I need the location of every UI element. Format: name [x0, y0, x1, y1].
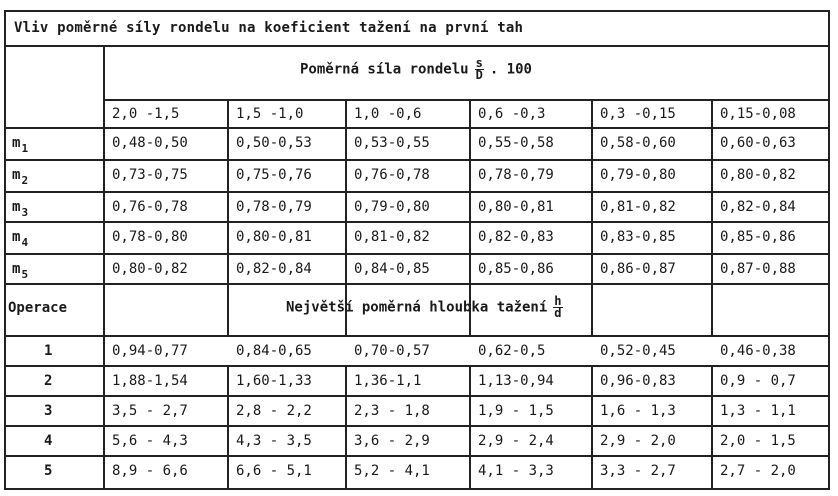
row-label [12, 199, 29, 219]
operation-number: 4 [44, 433, 53, 449]
table-cell: 0,79-0,80 [600, 167, 676, 183]
table-cell: 0,73-0,75 [112, 167, 188, 183]
table-cell: 0,78-0,79 [236, 199, 312, 215]
table-rule [4, 253, 830, 255]
row-label-symbol: m [12, 199, 21, 215]
row-label-symbol: m [12, 229, 21, 245]
fraction-numerator: s [475, 56, 483, 70]
table-rule [711, 366, 713, 490]
table-cell: 1,3 - 1,1 [720, 403, 796, 419]
table-cell: 0,46-0,38 [720, 343, 796, 359]
fraction-denominator: D [475, 68, 483, 82]
table-rule [591, 100, 593, 336]
operation-number: 5 [44, 463, 53, 479]
row-label-symbol: m [12, 261, 21, 277]
table-rule [591, 366, 593, 490]
table-rule [227, 366, 229, 490]
row-label [12, 135, 29, 155]
header-label: Poměrná síla rondelu [300, 61, 469, 78]
row-label-subscript: 5 [21, 268, 29, 281]
row-label-subscript: 3 [21, 206, 29, 219]
table-rule [104, 99, 830, 101]
table-cell: 2,9 - 2,0 [600, 433, 676, 449]
range-header: 0,3 -0,15 [600, 106, 676, 122]
table-cell: 0,78-0,80 [112, 229, 188, 245]
header-multiplier: . 100 [489, 61, 532, 78]
table-cell: 1,36-1,1 [354, 373, 422, 389]
table-cell: 2,8 - 2,2 [236, 403, 312, 419]
table-cell: 0,58-0,60 [600, 135, 676, 151]
row-label-symbol: m [12, 135, 21, 151]
table-cell: 0,80-0,82 [720, 167, 796, 183]
table-rule [4, 127, 830, 129]
row-label [12, 229, 29, 249]
fraction [553, 296, 562, 319]
table-cell: 0,75-0,76 [236, 167, 312, 183]
table-cell: 0,52-0,45 [600, 343, 676, 359]
table-cell: 0,84-0,85 [354, 261, 430, 277]
table-cell: 0,82-0,84 [720, 199, 796, 215]
table-rule [469, 366, 471, 490]
row-label-subscript: 2 [21, 174, 29, 187]
table-cell: 0,85-0,86 [720, 229, 796, 245]
header-relative-thickness [300, 58, 532, 81]
table-cell: 2,0 - 1,5 [720, 433, 796, 449]
table-rule [4, 335, 830, 337]
table-cell: 1,88-1,54 [112, 373, 188, 389]
table-cell: 0,82-0,84 [236, 261, 312, 277]
table-cell: 0,78-0,79 [478, 167, 554, 183]
table-cell: 0,80-0,81 [236, 229, 312, 245]
table-cell: 6,6 - 5,1 [236, 463, 312, 479]
table-cell: 0,84-0,65 [236, 343, 312, 359]
table-rule [345, 366, 347, 490]
range-header: 0,15-0,08 [720, 106, 796, 122]
operation-number: 3 [44, 403, 53, 419]
table-rule [227, 100, 229, 336]
table-cell: 0,86-0,87 [600, 261, 676, 277]
header-label: Největší poměrná hloubka tažení [286, 299, 548, 316]
table-cell: 5,2 - 4,1 [354, 463, 430, 479]
fraction-denominator: d [554, 306, 562, 320]
table-cell: 3,6 - 2,9 [354, 433, 430, 449]
fraction [475, 58, 484, 81]
table-cell: 0,76-0,78 [112, 199, 188, 215]
range-header: 1,5 -1,0 [236, 106, 304, 122]
table-cell: 0,85-0,86 [478, 261, 554, 277]
range-header: 2,0 -1,5 [112, 106, 180, 122]
table-cell: 0,82-0,83 [478, 229, 554, 245]
table-cell: 3,5 - 2,7 [112, 403, 188, 419]
table-cell: 8,9 - 6,6 [112, 463, 188, 479]
table-rule [4, 45, 830, 47]
table-cell: 1,60-1,33 [236, 373, 312, 389]
fraction-numerator: h [554, 294, 562, 308]
table-cell: 0,60-0,63 [720, 135, 796, 151]
table-cell: 0,55-0,58 [478, 135, 554, 151]
table-cell: 0,48-0,50 [112, 135, 188, 151]
table-cell: 0,96-0,83 [600, 373, 676, 389]
table-cell: 0,70-0,57 [354, 343, 430, 359]
table-cell: 4,3 - 3,5 [236, 433, 312, 449]
table-cell: 1,9 - 1,5 [478, 403, 554, 419]
table-rule [103, 46, 105, 490]
table-cell: 4,1 - 3,3 [478, 463, 554, 479]
table-cell: 2,3 - 1,8 [354, 403, 430, 419]
table-cell: 5,6 - 4,3 [112, 433, 188, 449]
operation-number: 2 [44, 373, 53, 389]
operace-label: Operace [8, 300, 68, 316]
table-cell: 0,83-0,85 [600, 229, 676, 245]
row-label-subscript: 4 [21, 236, 29, 249]
row-label [12, 261, 29, 281]
range-header: 1,0 -0,6 [354, 106, 422, 122]
table-cell: 0,94-0,77 [112, 343, 188, 359]
table-cell: 0,53-0,55 [354, 135, 430, 151]
table-rule [4, 395, 830, 397]
operation-number: 1 [44, 343, 53, 359]
table-rule [711, 100, 713, 336]
range-header: 0,6 -0,3 [478, 106, 546, 122]
table-rule [4, 365, 830, 367]
table-rule [4, 191, 830, 193]
table-cell: 0,81-0,82 [600, 199, 676, 215]
table-cell: 0,80-0,82 [112, 261, 188, 277]
table-rule [4, 455, 830, 457]
table-cell: 0,9 - 0,7 [720, 373, 796, 389]
table-cell: 2,7 - 2,0 [720, 463, 796, 479]
table-cell: 0,62-0,5 [478, 343, 546, 359]
table-rule [4, 221, 830, 223]
table-cell: 1,13-0,94 [478, 373, 554, 389]
table-cell: 0,81-0,82 [354, 229, 430, 245]
table-cell: 0,80-0,81 [478, 199, 554, 215]
table-cell: 2,9 - 2,4 [478, 433, 554, 449]
row-label-subscript: 1 [21, 142, 29, 155]
table-cell: 0,76-0,78 [354, 167, 430, 183]
header-max-depth [286, 296, 569, 319]
table-rule [4, 425, 830, 427]
table-cell: 1,6 - 1,3 [600, 403, 676, 419]
row-label-symbol: m [12, 167, 21, 183]
table-rule [4, 283, 830, 285]
table-cell: 0,79-0,80 [354, 199, 430, 215]
table-title: Vliv poměrné síly rondelu na koeficient tažení na první tah [14, 20, 524, 36]
row-label [12, 167, 29, 187]
table-cell: 0,50-0,53 [236, 135, 312, 151]
table-cell: 3,3 - 2,7 [600, 463, 676, 479]
table-cell: 0,87-0,88 [720, 261, 796, 277]
table-rule [4, 159, 830, 161]
